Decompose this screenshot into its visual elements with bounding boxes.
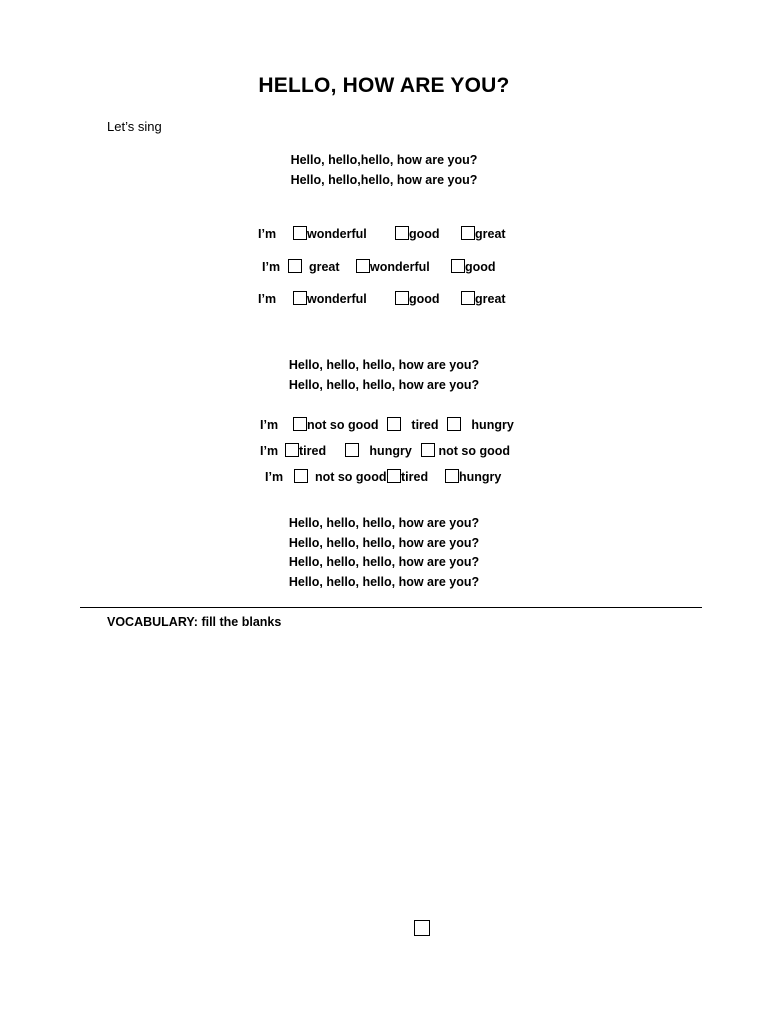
option-label: not so good [307,418,379,432]
section-divider [80,607,702,608]
im-label: I’m [262,260,281,274]
option [293,290,367,308]
option [288,258,340,276]
answer-checkbox[interactable] [461,291,475,305]
page-title: HELLO, HOW ARE YOU? [258,74,510,97]
verse1-line-1: Hello, hello,hello, how are you? [290,153,478,167]
answer-checkbox[interactable] [421,443,435,457]
answer-checkbox[interactable] [345,443,359,457]
verse1-line-2: Hello, hello,hello, how are you? [290,173,478,187]
option-label: wonderful [370,260,430,274]
option-label: hungry [471,418,514,432]
answer-checkbox[interactable] [395,291,409,305]
option-label: good [409,292,440,306]
answer-checkbox[interactable] [293,417,307,431]
option-label: tired [411,418,439,432]
option [421,442,510,460]
option [356,258,430,276]
option [285,442,326,460]
im-label: I’m [258,292,277,306]
option [395,225,440,243]
answer-checkbox[interactable] [294,469,308,483]
answer-row [0,290,768,310]
answer-row [0,468,768,488]
verse3-line-2: Hello, hello, hello, how are you? [288,536,480,550]
answer-checkbox[interactable] [395,226,409,240]
option [293,416,379,434]
answer-checkbox[interactable] [387,417,401,431]
intro-text: Let’s sing [107,119,162,134]
im-label: I’m [260,444,279,458]
option [345,442,412,460]
verse3-line-1: Hello, hello, hello, how are you? [288,516,480,530]
option [293,225,367,243]
answer-row [0,442,768,462]
answer-row [0,416,768,436]
option [387,416,439,434]
answer-checkbox[interactable] [461,226,475,240]
option-label: great [308,260,340,274]
answer-row [0,258,768,278]
verse2-line-1: Hello, hello, hello, how are you? [288,358,480,372]
answer-checkbox[interactable] [447,417,461,431]
option-label: wonderful [307,292,367,306]
answer-checkbox[interactable] [288,259,302,273]
answer-checkbox[interactable] [285,443,299,457]
option-label: great [475,227,506,241]
verse3-line-3: Hello, hello, hello, how are you? [288,555,480,569]
option-label: tired [401,470,429,484]
answer-checkbox[interactable] [356,259,370,273]
option [447,416,514,434]
option-label: hungry [459,470,502,484]
answer-checkbox[interactable] [387,469,401,483]
blank-checkbox[interactable] [414,920,430,936]
option-label: tired [299,444,327,458]
im-label: I’m [265,470,284,484]
im-label: I’m [260,418,279,432]
option [445,468,501,486]
option [461,290,506,308]
option-label: hungry [369,444,412,458]
vocabulary-heading: VOCABULARY: fill the blanks [107,615,282,629]
option [387,468,428,486]
im-label: I’m [258,227,277,241]
option [395,290,440,308]
answer-row [0,225,768,245]
option-label: wonderful [307,227,367,241]
answer-checkbox[interactable] [293,291,307,305]
answer-checkbox[interactable] [293,226,307,240]
option-label: not so good [438,444,510,458]
answer-checkbox[interactable] [445,469,459,483]
verse3-line-4: Hello, hello, hello, how are you? [288,575,480,589]
verse2-line-2: Hello, hello, hello, how are you? [288,378,480,392]
option [294,468,386,486]
option [461,225,506,243]
answer-checkbox[interactable] [451,259,465,273]
option-label: not so good [314,470,387,484]
option [451,258,496,276]
option-label: good [465,260,496,274]
option-label: great [475,292,506,306]
option-label: good [409,227,440,241]
